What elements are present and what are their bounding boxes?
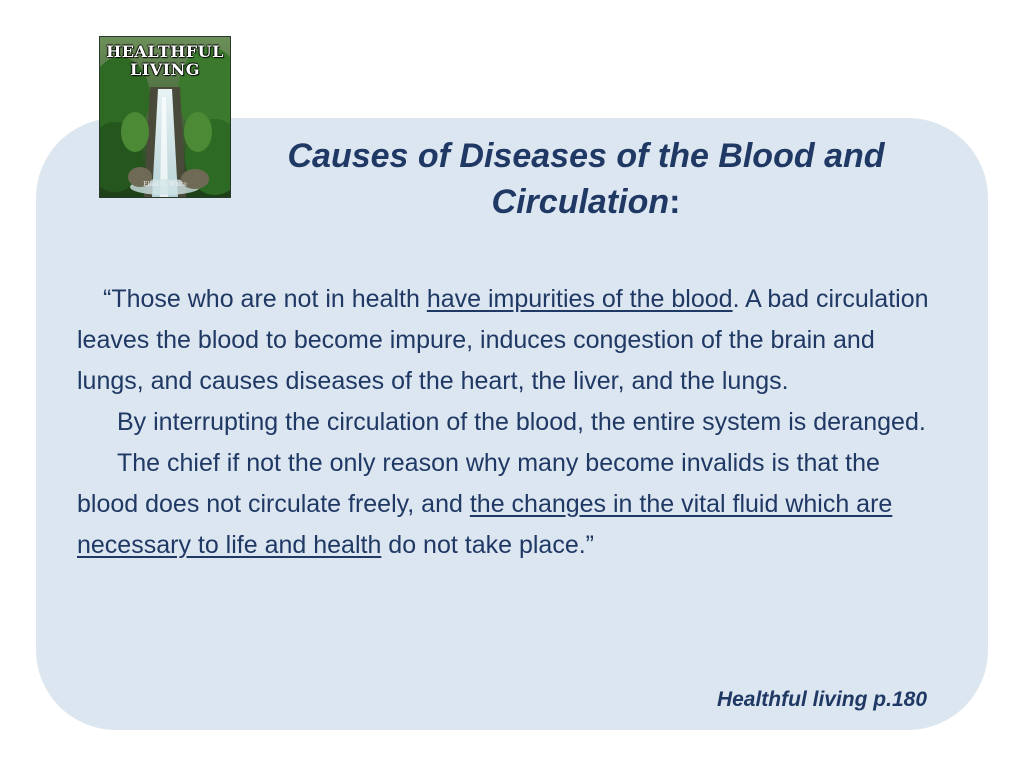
quote-p1-underlined: have impurities of the blood (426, 285, 733, 313)
citation-source: Healthful living p.180 (716, 688, 927, 711)
quote-body (77, 279, 937, 566)
quote-p1-start: “Those who are not in health (103, 285, 427, 313)
slide-title (236, 133, 936, 225)
quote-p1-end: . A bad circulation leaves the blood to become impure, induces congestion of the brain and lungs, and causes diseases of the heart, the liver, and the lungs. (77, 285, 929, 395)
quote-paragraph-2: By interrupting the circulation of the blood, the entire system is deranged. (117, 408, 926, 436)
book-cover-image (100, 37, 230, 197)
book-cover-author: Ellen G. White (143, 181, 187, 188)
quote-p3-start: The chief if not the only reason why many become invalids is that the blood does not circulate freely, and (77, 449, 880, 518)
slide-title-text: Causes of Diseases of the Blood and Circulation (287, 137, 885, 221)
slide-title-colon: : (669, 183, 681, 221)
quote-paragraph-3 (77, 443, 937, 566)
quote-p3-end: do not take place.” (381, 531, 594, 559)
quote-paragraph-1 (77, 279, 937, 402)
quote-p3-underlined: the changes in the vital fluid which are necessary to life and health (77, 490, 893, 559)
book-cover-title: HEALTHFUL LIVING (106, 42, 224, 79)
